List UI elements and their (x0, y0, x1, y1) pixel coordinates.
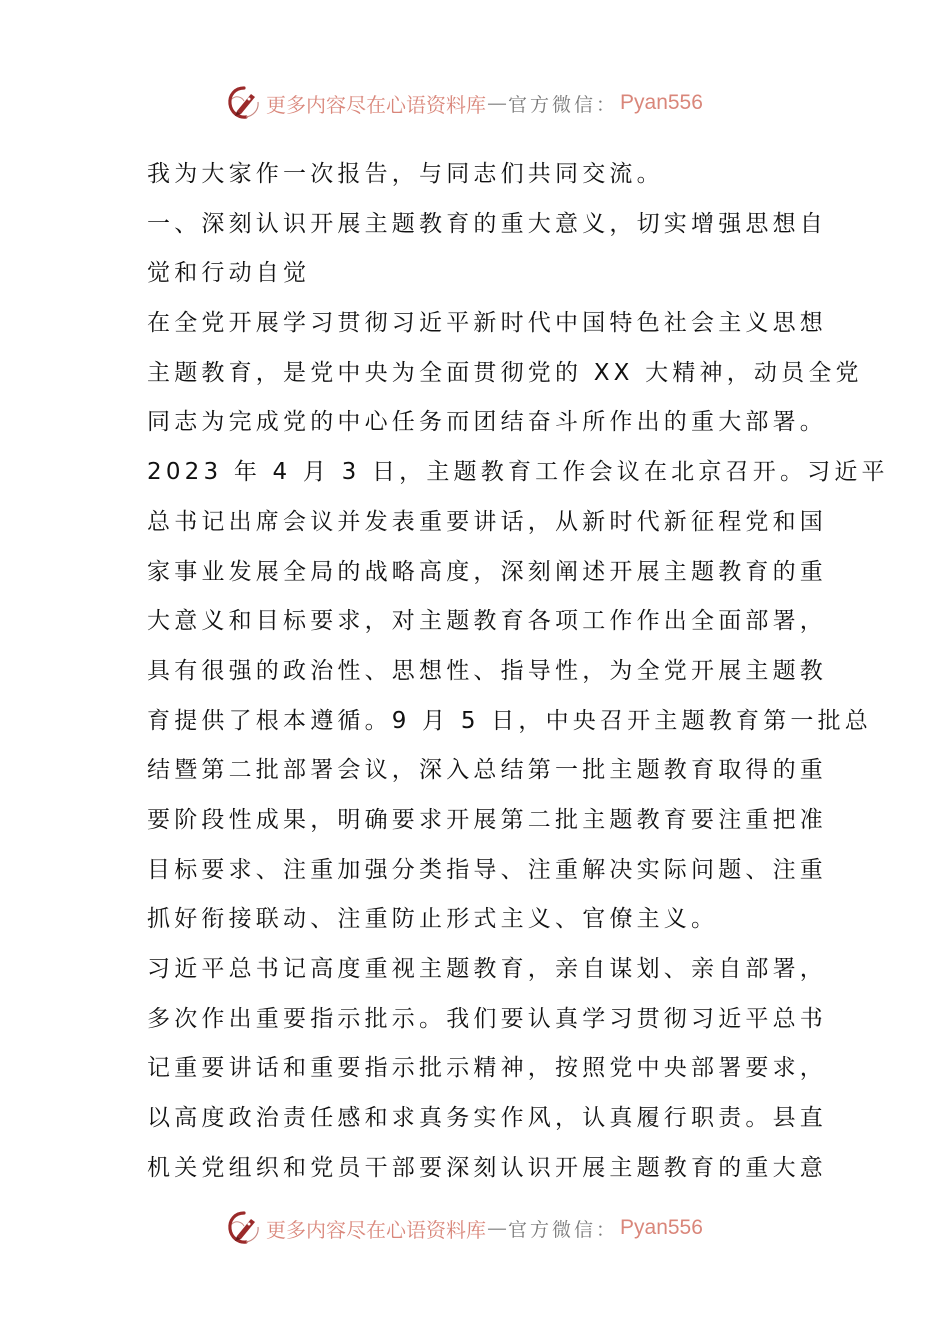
header-watermark-banner (226, 83, 703, 123)
text-line: 具有很强的政治性、思想性、指导性，为全党开展主题教 (147, 657, 827, 684)
section-heading-line: 一、深刻认识开展主题教育的重大意义，切实增强思想自 (147, 210, 827, 237)
text-line: 同志为完成党的中心任务而团结奋斗所作出的重大部署。 (147, 409, 827, 436)
text-line: 记重要讲话和重要指示批示精神，按照党中央部署要求， (147, 1055, 827, 1082)
text-line: 机关党组织和党员干部要深刻认识开展主题教育的重大意 (147, 1154, 827, 1181)
text-line: 习近平总书记高度重视主题教育，亲自谋划、亲自部署， (147, 956, 827, 982)
banner-main-text: 更多内容尽在心语资料库 (266, 1217, 486, 1242)
document-body (147, 150, 889, 1193)
pen-nib-logo-icon (226, 85, 262, 121)
section-heading-line: 觉和行动自觉 (147, 260, 311, 287)
banner-dash: — (487, 91, 507, 115)
banner-wechat-label: 官方微信： (508, 1218, 619, 1241)
text-line: 多次作出重要指示批示。我们要认真学习贯彻习近平总书 (147, 1005, 827, 1032)
banner-dash: — (487, 1216, 507, 1240)
banner-wechat-id: Pyan556 (620, 91, 703, 114)
banner-wechat-id: Pyan556 (620, 1216, 703, 1239)
text-line: 2023 年 4 月 3 日，主题教育工作会议在北京召开。习近平 (147, 459, 889, 486)
text-line: 以高度政治责任感和求真务实作风，认真履行职责。县直 (147, 1105, 827, 1132)
banner-main-text: 更多内容尽在心语资料库 (266, 92, 486, 117)
footer-watermark-banner (226, 1208, 703, 1248)
text-line: 大意义和目标要求，对主题教育各项工作作出全面部署， (147, 608, 827, 635)
text-line: 抓好衔接联动、注重防止形式主义、官僚主义。 (147, 906, 719, 933)
text-line: 我为大家作一次报告，与同志们共同交流。 (147, 161, 664, 187)
text-line: 目标要求、注重加强分类指导、注重解决实际问题、注重 (147, 856, 827, 883)
pen-nib-logo-icon (226, 1210, 262, 1246)
text-line: 在全党开展学习贯彻习近平新时代中国特色社会主义思想 (147, 310, 827, 337)
text-line: 总书记出席会议并发表重要讲话，从新时代新征程党和国 (147, 508, 827, 535)
text-line: 主题教育，是党中央为全面贯彻党的 XX 大精神，动员全党 (147, 359, 863, 386)
text-line: 家事业发展全局的战略高度，深刻阐述开展主题教育的重 (147, 558, 827, 585)
text-line: 结暨第二批部署会议，深入总结第一批主题教育取得的重 (147, 757, 827, 784)
banner-wechat-label: 官方微信： (508, 93, 619, 116)
text-line: 要阶段性成果，明确要求开展第二批主题教育要注重把准 (147, 806, 827, 833)
text-line: 育提供了根本遵循。9 月 5 日，中央召开主题教育第一批总 (147, 707, 872, 734)
